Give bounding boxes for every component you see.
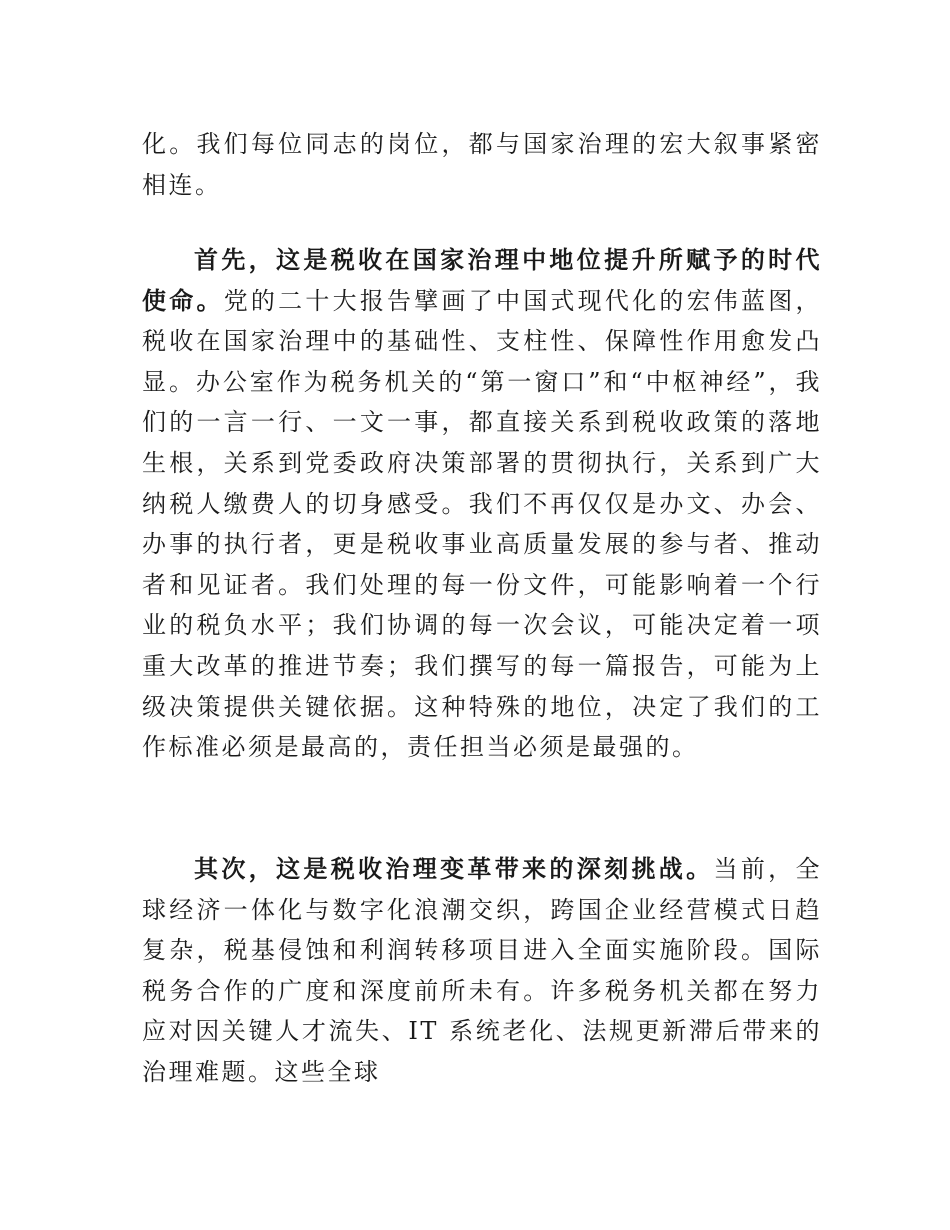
- paragraph-1-body: 化。我们每位同志的岗位，都与国家治理的宏大叙事紧密相连。: [142, 130, 822, 199]
- paragraph-first-point: [142, 240, 822, 768]
- paragraph-3-body: 当前，全球经济一体化与数字化浪潮交织，跨国企业经营模式日趋复杂，税基侵蚀和利润转移项目进入全面实施阶段。国际税务合作的广度和深度前所未有。许多税务机关都在努力应对因关键人才流失、IT 系统老化、法规更新滞后带来的治理难题。这些全球: [142, 855, 823, 1086]
- paragraph-second-point: [142, 849, 822, 1093]
- paragraph-3-lead: 其次，这是税收治理变革带来的深刻挑战。: [194, 855, 714, 883]
- paragraph-2-lead: 首先，这是税收在国家治理中地位提升所赋予的时代使命。: [142, 246, 822, 315]
- paragraph-continuation: [142, 124, 822, 205]
- paragraph-2-body: 党的二十大报告擘画了中国式现代化的宏伟蓝图，税收在国家治理中的基础性、支柱性、保障性作用愈发凸显。办公室作为税务机关的“第一窗口”和“中枢神经”，我们的一言一行、一文一事，都直接关系到税收政策的落地生根，关系到党委政府决策部署的贯彻执行，关系到广大纳税人缴费人的切身感受。我们不再仅仅是办文、办会、办事的执行者，更是税收事业高质量发展的参与者、推动者和见证者。我们处理的每一份文件，可能影响着一个行业的税负水平；我们协调的每一次会议，可能决定着一项重大改革的推进节奏；我们撰写的每一篇报告，可能为上级决策提供关键依据。这种特殊的地位，决定了我们的工作标准必须是最高的，责任担当必须是最强的。: [142, 286, 822, 762]
